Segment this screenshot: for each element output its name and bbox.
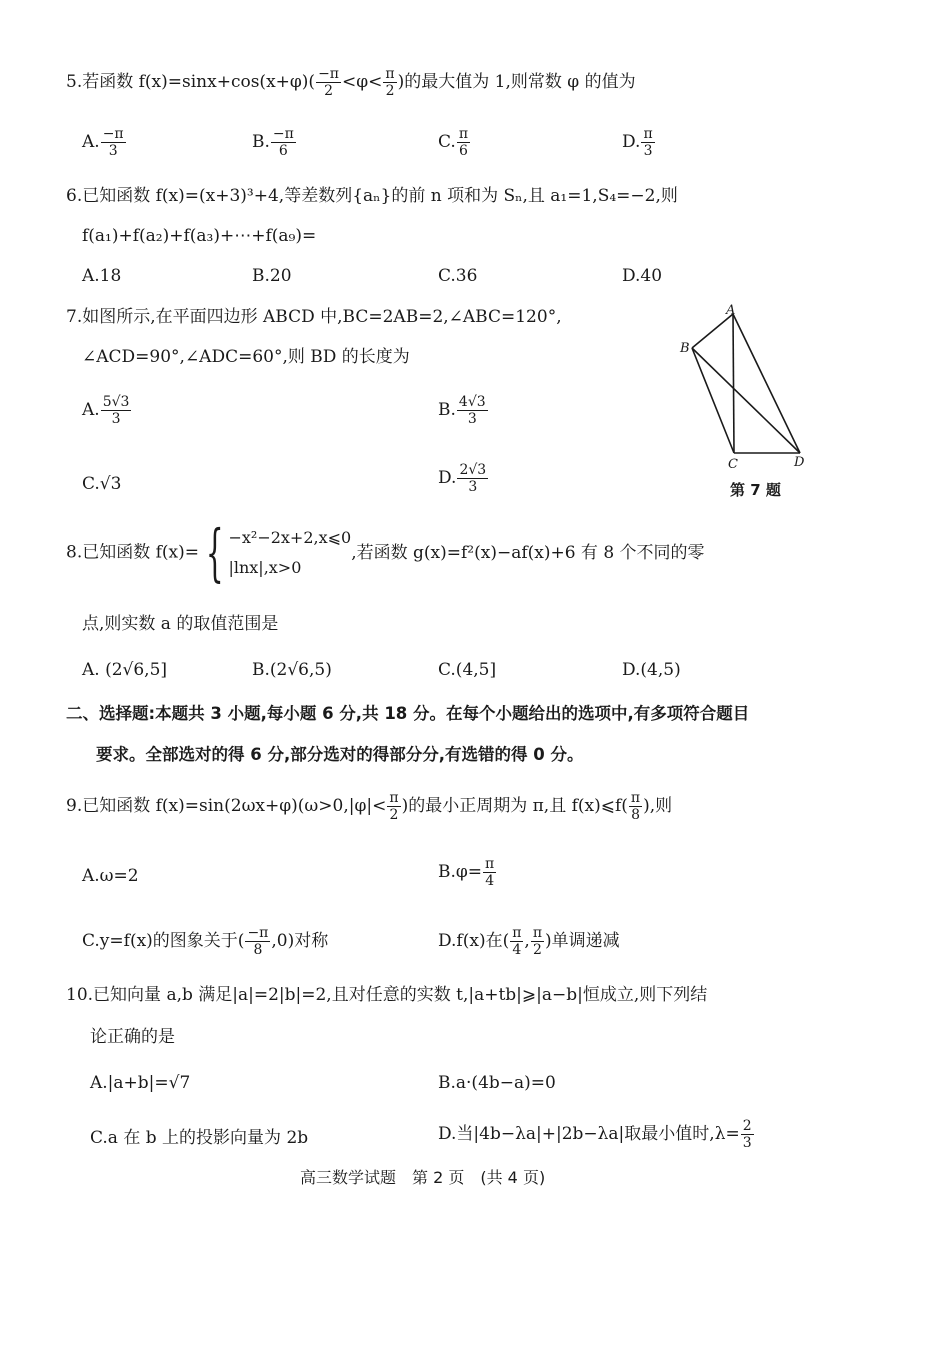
q10-stem-line2: 论正确的是 [90,1027,175,1047]
q9-stem: 9.已知函数 f(x)=sin(2ωx+φ)(ω>0,|φ|< $\frac{\pi}{2}$ )的最小正周期为 π,且 f(x)⩽f( $\frac{\pi}{8}$ ),则 [66,790,673,824]
q5-option-c: C. $\frac{\pi}{6}$ [438,126,469,160]
q7-stem-line2: ∠ACD=90°,∠ADC=60°,则 BD 的长度为 [82,347,410,367]
q5-option-a: A. $\frac{-\pi}{3}$ [82,126,124,160]
segment-bc [692,348,734,453]
fraction: $\frac{-\pi}{2}$ [318,66,340,100]
q8-option-d: D.(4,5) [622,660,681,680]
q7-option-c: C.√3 [82,474,122,494]
q7-figure [670,300,820,475]
q9-option-b: B.φ= $\frac{\pi}{4}$ [438,856,495,890]
q7-option-a: A. $\frac{5√3}{3}$ [82,394,130,428]
q7-stem-line1: 7.如图所示,在平面四边形 ABCD 中,BC=2AB=2,∠ABC=120°, [66,307,562,327]
q5-option-b: B. $\frac{-\pi}{6}$ [252,126,294,160]
q6-option-a: A.18 [82,266,122,286]
piecewise-cases: −x²−2x+2,x⩽0 |lnx|,x>0 [228,527,352,577]
point-a-label: A [726,303,736,318]
q9-option-d: D.f(x)在( $\frac{\pi}{4}$ , $\frac{\pi}{2}$ )单调递减 [438,925,620,959]
point-c-label: C [728,457,738,472]
segment-da [733,314,800,453]
brace-icon: { [205,516,224,589]
q10-stem-line1: 10.已知向量 a,b 满足|a|=2|b|=2,且对任意的实数 t,|a+tb|⩾|a−b|恒成立,则下列结 [66,985,708,1005]
segment-bd [692,348,800,453]
q9-option-a: A.ω=2 [82,866,139,886]
fraction: $\frac{\pi}{2}$ [385,66,395,100]
q10-option-a: A.|a+b|=√7 [90,1073,191,1093]
q10-option-b: B.a·(4b−a)=0 [438,1073,556,1093]
q6-stem-line2: f(a₁)+f(a₂)+f(a₃)+⋯+f(a₉)= [82,226,317,246]
section-2-heading: 二、选择题:本题共 3 小题,每小题 6 分,共 18 分。在每个小题给出的选项中,有多项符合题目 [66,704,750,723]
q6-option-d: D.40 [622,266,663,286]
q8-stem: 8.已知函数 f(x)= { −x²−2x+2,x⩽0 |lnx|,x>0 ,若函数 g(x)=f²(x)−af(x)+6 有 8 个不同的零 [66,516,705,589]
q6-stem-line1: 6.已知函数 f(x)=(x+3)³+4,等差数列{aₙ}的前 n 项和为 Sₙ,且 a₁=1,S₄=−2,则 [66,186,678,206]
q7-figure-caption: 第 7 题 [730,481,781,499]
q6-option-b: B.20 [252,266,292,286]
q8-option-a: A. (2√6,5] [82,660,168,680]
segment-ab [692,314,733,348]
q8-option-c: C.(4,5] [438,660,497,680]
q10-option-d: D.当|4b−λa|+|2b−λa|取最小值时,λ= $\frac{2}{3}$ [438,1118,752,1152]
q5-stem: 5.若函数 f(x)=sinx+cos(x+φ)( $\frac{-\pi}{2}$ <φ< $\frac{\pi}{2}$ )的最大值为 1,则常数 φ 的值为 [66,66,636,100]
q8-option-b: B.(2√6,5) [252,660,332,680]
point-b-label: B [680,341,690,356]
section-2-note: 要求。全部选对的得 6 分,部分选对的得部分分,有选错的得 0 分。 [96,745,584,764]
point-d-label: D [794,455,805,470]
q8-stem-line2: 点,则实数 a 的取值范围是 [82,614,279,634]
q7-option-b: B. $\frac{4√3}{3}$ [438,394,486,428]
q10-option-c: C.a 在 b 上的投影向量为 2b [90,1128,309,1148]
q6-option-c: C.36 [438,266,478,286]
q5-option-d: D. $\frac{\pi}{3}$ [622,126,653,160]
segment-ac [733,314,734,453]
q9-option-c: C.y=f(x)的图象关于( $\frac{-\pi}{8}$ ,0)对称 [82,925,329,959]
page-footer: 高三数学试题 第 2 页 (共 4 页) [300,1168,546,1187]
q7-option-d: D. $\frac{2√3}{3}$ [438,462,487,496]
